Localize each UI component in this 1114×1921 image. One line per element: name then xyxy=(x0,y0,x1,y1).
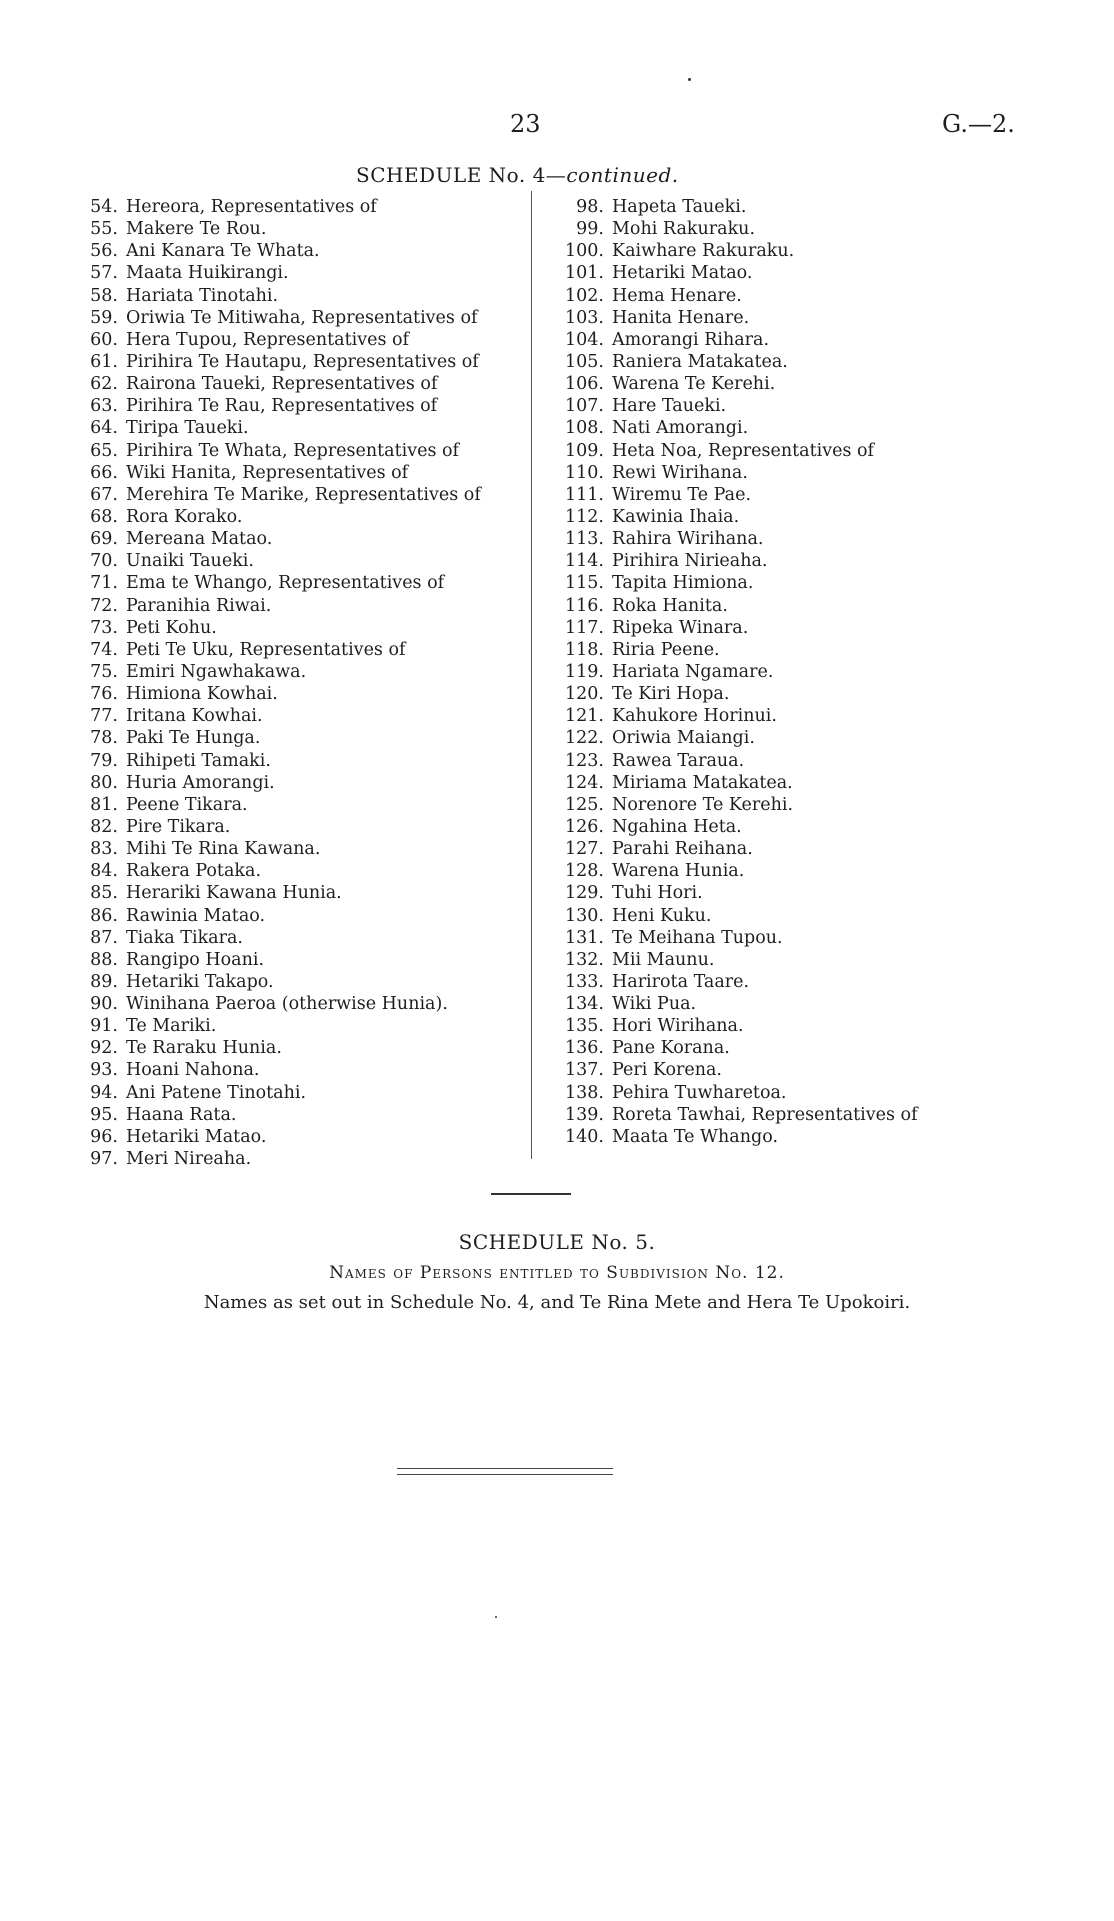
list-item xyxy=(548,417,1068,439)
entry-name: Rakera Potaka. xyxy=(126,861,262,882)
entry-number: 89. xyxy=(90,971,118,992)
entry-name: Paranihia Riwai. xyxy=(126,595,272,616)
entry-name: Himiona Kowhai. xyxy=(126,684,278,705)
list-item xyxy=(60,307,520,329)
entry-number: 106. xyxy=(565,374,604,395)
schedule-5-body: Names as set out in Schedule No. 4, and Te Rina Mete and Hera Te Upokoiri. xyxy=(203,1292,911,1313)
list-item xyxy=(548,373,1068,395)
entry-name: Hetariki Matao. xyxy=(126,1126,267,1147)
list-item xyxy=(548,307,1068,329)
list-item xyxy=(60,750,520,772)
entry-name: Rahira Wirihana. xyxy=(612,529,764,550)
entry-name: Te Mariki. xyxy=(126,1016,217,1037)
entry-number: 94. xyxy=(90,1082,118,1103)
entry-number: 121. xyxy=(565,706,604,727)
entry-number: 102. xyxy=(565,285,604,306)
entry-name: Pirihira Nirieaha. xyxy=(612,551,768,572)
entry-name: Rewi Wirihana. xyxy=(612,462,748,483)
entry-number: 70. xyxy=(90,551,118,572)
entry-number: 66. xyxy=(90,462,118,483)
entry-number: 136. xyxy=(565,1038,604,1059)
entry-number: 115. xyxy=(565,573,604,594)
list-item xyxy=(548,639,1068,661)
entry-name: Iritana Kowhai. xyxy=(126,706,263,727)
entry-name: Ema te Whango, Representatives of xyxy=(126,573,445,594)
entry-number: 67. xyxy=(90,484,118,505)
entry-name: Tiripa Taueki. xyxy=(126,418,249,439)
entry-number: 93. xyxy=(90,1060,118,1081)
entry-name: Rora Korako. xyxy=(126,506,243,527)
list-item xyxy=(548,705,1068,727)
list-item xyxy=(60,417,520,439)
list-item xyxy=(60,395,520,417)
schedule-4-title xyxy=(356,163,679,187)
entry-number: 68. xyxy=(90,506,118,527)
list-item xyxy=(60,262,520,284)
entry-number: 91. xyxy=(90,1016,118,1037)
entry-number: 138. xyxy=(565,1082,604,1103)
list-item xyxy=(60,329,520,351)
entry-name: Wiki Pua. xyxy=(612,994,697,1015)
list-item xyxy=(60,617,520,639)
entry-name: Mereana Matao. xyxy=(126,529,273,550)
entry-name: Pirihira Te Whata, Representatives of xyxy=(126,440,460,461)
entry-name: Huria Amorangi. xyxy=(126,772,275,793)
entry-name: Wiki Hanita, Representatives of xyxy=(126,462,409,483)
entry-name: Pire Tikara. xyxy=(126,816,231,837)
entry-name: Hereora, Representatives of xyxy=(126,197,377,217)
entry-name: Hare Taueki. xyxy=(612,396,727,417)
list-item xyxy=(548,683,1068,705)
entry-name: Peti Te Uku, Representatives of xyxy=(126,639,406,660)
entry-name: Miriama Matakatea. xyxy=(612,772,793,793)
entry-name: Hapeta Taueki. xyxy=(612,197,747,217)
list-item xyxy=(548,1082,1068,1104)
entry-name: Merehira Te Marike, Representatives of xyxy=(126,484,481,505)
entry-number: 63. xyxy=(90,396,118,417)
list-item xyxy=(60,794,520,816)
entry-name: Harirota Taare. xyxy=(612,971,750,992)
list-item xyxy=(548,440,1068,462)
list-item xyxy=(548,1015,1068,1037)
entry-name: Unaiki Taueki. xyxy=(126,551,254,572)
entry-name: Hariata Tinotahi. xyxy=(126,285,279,306)
entry-name: Hori Wirihana. xyxy=(612,1016,744,1037)
list-item xyxy=(60,351,520,373)
entry-number: 77. xyxy=(90,706,118,727)
entry-name: Hetariki Takapo. xyxy=(126,971,274,992)
list-item xyxy=(548,550,1068,572)
entry-number: 59. xyxy=(90,307,118,328)
entry-name: Oriwia Maiangi. xyxy=(612,728,755,749)
list-item xyxy=(548,617,1068,639)
entry-name: Rihipeti Tamaki. xyxy=(126,750,271,771)
entry-number: 81. xyxy=(90,794,118,815)
entry-name: Heni Kuku. xyxy=(612,905,712,926)
entry-name: Herariki Kawana Hunia. xyxy=(126,883,342,904)
list-item xyxy=(548,661,1068,683)
entry-number: 92. xyxy=(90,1038,118,1059)
entry-name: Oriwia Te Mitiwaha, Representatives of xyxy=(126,307,478,328)
scan-speck xyxy=(688,78,691,81)
entry-name: Hoani Nahona. xyxy=(126,1060,260,1081)
list-item xyxy=(548,905,1068,927)
list-item xyxy=(60,927,520,949)
entry-number: 60. xyxy=(90,329,118,350)
entry-name: Mohi Rakuraku. xyxy=(612,219,756,240)
entry-number: 97. xyxy=(90,1149,118,1170)
list-item xyxy=(60,1059,520,1081)
entry-name: Amorangi Rihara. xyxy=(612,329,770,350)
entry-number: 103. xyxy=(565,307,604,328)
list-item xyxy=(60,528,520,550)
entry-number: 113. xyxy=(565,529,604,550)
entry-number: 126. xyxy=(565,816,604,837)
entry-name: Te Meihana Tupou. xyxy=(612,927,783,948)
entry-name: Emiri Ngawhakawa. xyxy=(126,661,307,682)
list-item xyxy=(548,1037,1068,1059)
schedule-4-left-column xyxy=(60,196,520,1170)
list-item xyxy=(60,1148,520,1170)
entry-number: 64. xyxy=(90,418,118,439)
list-item xyxy=(60,838,520,860)
entry-name: Haana Rata. xyxy=(126,1104,237,1125)
scan-speck xyxy=(495,1616,497,1618)
list-item xyxy=(548,860,1068,882)
entry-name: Rawinia Matao. xyxy=(126,905,266,926)
list-item xyxy=(60,572,520,594)
list-item xyxy=(60,285,520,307)
list-item xyxy=(60,440,520,462)
entry-number: 79. xyxy=(90,750,118,771)
entry-name: Hetariki Matao. xyxy=(612,263,753,284)
entry-name: Pirihira Te Hautapu, Representatives of xyxy=(126,351,479,372)
schedule-5-title: SCHEDULE No. 5. xyxy=(458,1230,656,1254)
entry-number: 135. xyxy=(565,1016,604,1037)
entry-number: 119. xyxy=(565,661,604,682)
entry-number: 127. xyxy=(565,839,604,860)
list-item xyxy=(548,949,1068,971)
entry-name: Roreta Tawhai, Representatives of xyxy=(612,1104,918,1125)
list-item xyxy=(60,240,520,262)
entry-number: 99. xyxy=(576,219,604,240)
entry-number: 134. xyxy=(565,994,604,1015)
entry-name: Ngahina Heta. xyxy=(612,816,742,837)
entry-number: 98. xyxy=(576,197,604,217)
list-item xyxy=(60,816,520,838)
entry-name: Meri Nireaha. xyxy=(126,1149,252,1170)
list-item xyxy=(60,218,520,240)
list-item xyxy=(60,882,520,904)
entry-name: Raniera Matakatea. xyxy=(612,351,788,372)
list-item xyxy=(60,462,520,484)
list-item xyxy=(548,351,1068,373)
entry-name: Tuhi Hori. xyxy=(612,883,703,904)
list-item xyxy=(60,905,520,927)
list-item xyxy=(60,373,520,395)
entry-name: Kawinia Ihaia. xyxy=(612,506,740,527)
entry-number: 118. xyxy=(565,639,604,660)
list-item xyxy=(548,816,1068,838)
list-item xyxy=(548,572,1068,594)
entry-number: 62. xyxy=(90,374,118,395)
entry-name: Pane Korana. xyxy=(612,1038,730,1059)
list-item xyxy=(548,285,1068,307)
entry-name: Parahi Reihana. xyxy=(612,839,753,860)
entry-name: Hera Tupou, Representatives of xyxy=(126,329,410,350)
entry-number: 75. xyxy=(90,661,118,682)
entry-name: Kahukore Horinui. xyxy=(612,706,777,727)
list-item xyxy=(548,196,1068,218)
list-item xyxy=(60,1037,520,1059)
entry-number: 110. xyxy=(565,462,604,483)
entry-number: 120. xyxy=(565,684,604,705)
entry-name: Warena Te Kerehi. xyxy=(612,374,776,395)
entry-name: Tiaka Tikara. xyxy=(126,927,243,948)
entry-name: Te Kiri Hopa. xyxy=(612,684,730,705)
entry-name: Warena Hunia. xyxy=(612,861,745,882)
list-item xyxy=(60,727,520,749)
entry-number: 82. xyxy=(90,816,118,837)
list-item xyxy=(548,528,1068,550)
list-item xyxy=(548,750,1068,772)
entry-number: 117. xyxy=(565,617,604,638)
entry-number: 61. xyxy=(90,351,118,372)
page-number: 23 xyxy=(510,110,541,138)
entry-name: Riria Peene. xyxy=(612,639,720,660)
entry-name: Peti Kohu. xyxy=(126,617,217,638)
entry-number: 85. xyxy=(90,883,118,904)
end-rule xyxy=(397,1468,613,1475)
entry-number: 109. xyxy=(565,440,604,461)
list-item xyxy=(548,395,1068,417)
entry-name: Norenore Te Kerehi. xyxy=(612,794,794,815)
entry-number: 137. xyxy=(565,1060,604,1081)
list-item xyxy=(60,683,520,705)
entry-number: 139. xyxy=(565,1104,604,1125)
entry-number: 71. xyxy=(90,573,118,594)
entry-number: 55. xyxy=(90,219,118,240)
entry-number: 80. xyxy=(90,772,118,793)
list-item xyxy=(548,240,1068,262)
list-item xyxy=(548,794,1068,816)
entry-number: 57. xyxy=(90,263,118,284)
entry-number: 125. xyxy=(565,794,604,815)
list-item xyxy=(548,727,1068,749)
entry-number: 116. xyxy=(565,595,604,616)
entry-number: 69. xyxy=(90,529,118,550)
list-item xyxy=(60,1082,520,1104)
entry-number: 83. xyxy=(90,839,118,860)
entry-name: Hariata Ngamare. xyxy=(612,661,774,682)
list-item xyxy=(548,506,1068,528)
entry-number: 90. xyxy=(90,994,118,1015)
entry-name: Wiremu Te Pae. xyxy=(612,484,752,505)
entry-number: 108. xyxy=(565,418,604,439)
entry-number: 88. xyxy=(90,949,118,970)
entry-number: 76. xyxy=(90,684,118,705)
entry-name: Rairona Taueki, Representatives of xyxy=(126,374,438,395)
list-item xyxy=(60,1015,520,1037)
list-item xyxy=(548,993,1068,1015)
entry-number: 58. xyxy=(90,285,118,306)
entry-number: 54. xyxy=(90,197,118,217)
entry-number: 123. xyxy=(565,750,604,771)
list-item xyxy=(548,772,1068,794)
entry-name: Ripeka Winara. xyxy=(612,617,749,638)
entry-number: 129. xyxy=(565,883,604,904)
list-item xyxy=(60,1126,520,1148)
entry-number: 107. xyxy=(565,396,604,417)
entry-number: 128. xyxy=(565,861,604,882)
entry-name: Maata Te Whango. xyxy=(612,1126,779,1147)
schedule-4-continued: continued. xyxy=(566,163,679,187)
entry-name: Te Raraku Hunia. xyxy=(126,1038,282,1059)
list-item xyxy=(60,971,520,993)
entry-number: 72. xyxy=(90,595,118,616)
entry-name: Paki Te Hunga. xyxy=(126,728,261,749)
list-item xyxy=(548,882,1068,904)
entry-name: Hanita Henare. xyxy=(612,307,750,328)
entry-number: 104. xyxy=(565,329,604,350)
list-item xyxy=(60,661,520,683)
list-item xyxy=(60,550,520,572)
entry-name: Mii Maunu. xyxy=(612,949,715,970)
entry-name: Ani Patene Tinotahi. xyxy=(126,1082,307,1103)
list-item xyxy=(60,595,520,617)
list-item xyxy=(60,196,520,218)
entry-number: 65. xyxy=(90,440,118,461)
schedule-4-title-text: SCHEDULE No. 4— xyxy=(356,163,567,187)
entry-number: 78. xyxy=(90,728,118,749)
entry-number: 111. xyxy=(565,484,604,505)
entry-name: Pehira Tuwharetoa. xyxy=(612,1082,787,1103)
entry-name: Peene Tikara. xyxy=(126,794,248,815)
entry-number: 95. xyxy=(90,1104,118,1125)
list-item xyxy=(548,329,1068,351)
entry-number: 112. xyxy=(565,506,604,527)
list-item xyxy=(60,1104,520,1126)
entry-number: 56. xyxy=(90,241,118,262)
entry-number: 132. xyxy=(565,949,604,970)
list-item xyxy=(548,218,1068,240)
entry-name: Maata Huikirangi. xyxy=(126,263,289,284)
entry-number: 114. xyxy=(565,551,604,572)
column-divider xyxy=(531,191,532,1159)
entry-number: 86. xyxy=(90,905,118,926)
entry-name: Kaiwhare Rakuraku. xyxy=(612,241,795,262)
entry-name: Winihana Paeroa (otherwise Hunia). xyxy=(126,994,448,1015)
list-item xyxy=(548,595,1068,617)
entry-name: Ani Kanara Te Whata. xyxy=(126,241,320,262)
list-item xyxy=(548,971,1068,993)
entry-name: Pirihira Te Rau, Representatives of xyxy=(126,396,438,417)
list-item xyxy=(60,772,520,794)
entry-name: Makere Te Rou. xyxy=(126,219,267,240)
entry-number: 130. xyxy=(565,905,604,926)
list-item xyxy=(548,1104,1068,1126)
schedule-5-subtitle: Names of Persons entitled to Subdivision No. 12. xyxy=(329,1263,785,1283)
entry-name: Hema Henare. xyxy=(612,285,742,306)
entry-number: 122. xyxy=(565,728,604,749)
entry-name: Mihi Te Rina Kawana. xyxy=(126,839,321,860)
list-item xyxy=(548,484,1068,506)
entry-name: Nati Amorangi. xyxy=(612,418,749,439)
entry-number: 74. xyxy=(90,639,118,660)
list-item xyxy=(60,949,520,971)
list-item xyxy=(548,927,1068,949)
entry-number: 87. xyxy=(90,927,118,948)
list-item xyxy=(60,484,520,506)
entry-number: 124. xyxy=(565,772,604,793)
list-item xyxy=(548,462,1068,484)
entry-name: Peri Korena. xyxy=(612,1060,722,1081)
list-item xyxy=(548,1126,1068,1148)
entry-number: 84. xyxy=(90,861,118,882)
entry-number: 140. xyxy=(565,1126,604,1147)
list-item xyxy=(60,506,520,528)
schedule-4-right-column xyxy=(548,196,1068,1148)
entry-name: Tapita Himiona. xyxy=(612,573,754,594)
list-item xyxy=(548,838,1068,860)
list-item xyxy=(60,993,520,1015)
list-item xyxy=(548,1059,1068,1081)
list-item xyxy=(60,860,520,882)
entry-number: 105. xyxy=(565,351,604,372)
entry-name: Heta Noa, Representatives of xyxy=(612,440,875,461)
document-reference: G.—2. xyxy=(942,110,1015,138)
list-item xyxy=(60,639,520,661)
entry-number: 100. xyxy=(565,241,604,262)
list-item xyxy=(60,705,520,727)
entry-number: 96. xyxy=(90,1126,118,1147)
entry-number: 131. xyxy=(565,927,604,948)
entry-name: Rawea Taraua. xyxy=(612,750,745,771)
entry-number: 73. xyxy=(90,617,118,638)
entry-number: 101. xyxy=(565,263,604,284)
section-rule xyxy=(491,1193,571,1195)
entry-number: 133. xyxy=(565,971,604,992)
entry-name: Rangipo Hoani. xyxy=(126,949,265,970)
entry-name: Roka Hanita. xyxy=(612,595,728,616)
list-item xyxy=(548,262,1068,284)
